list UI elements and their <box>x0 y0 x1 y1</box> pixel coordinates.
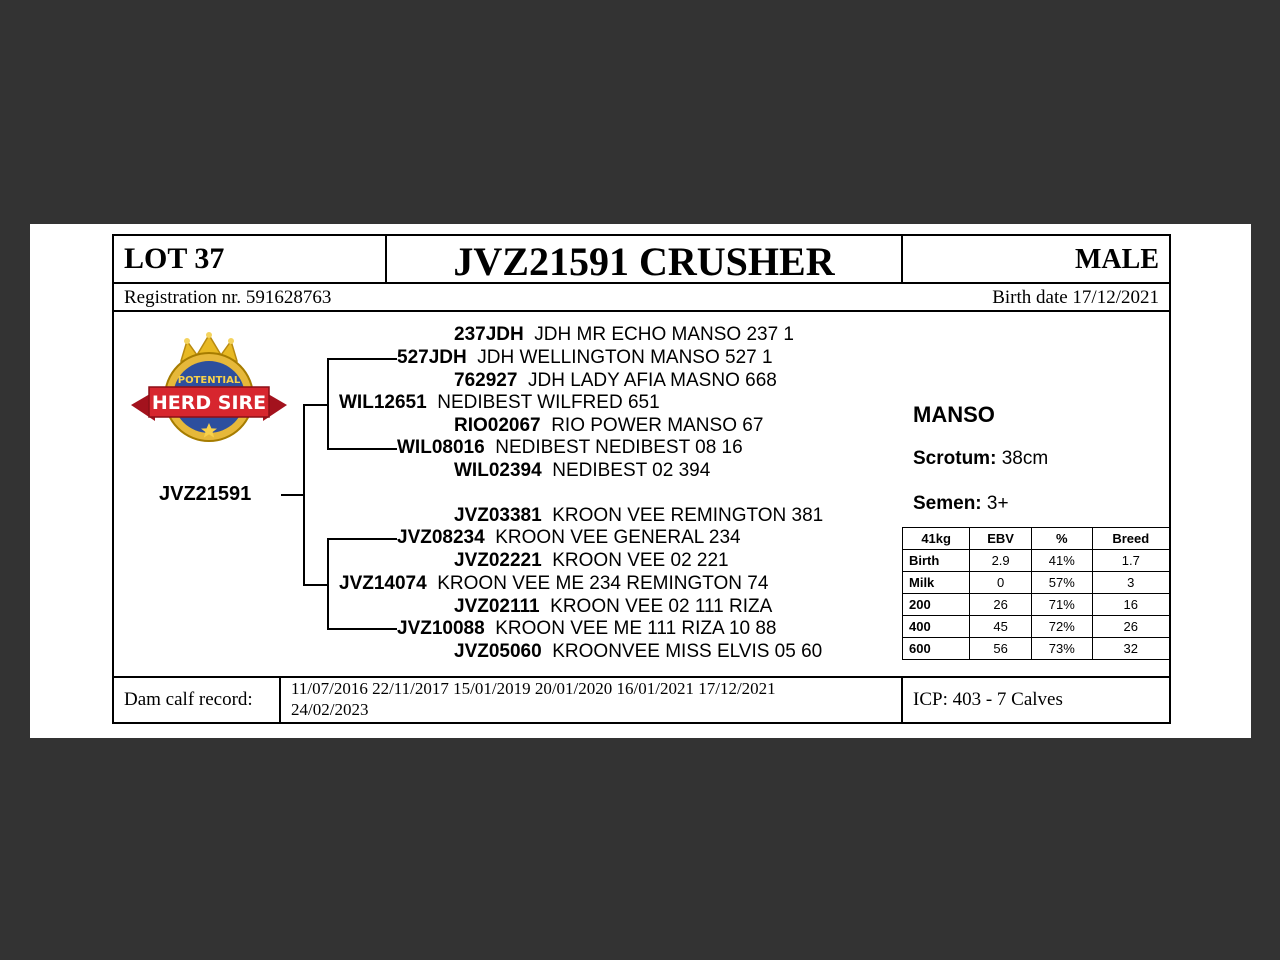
semen-info: Semen: 3+ <box>913 493 1009 514</box>
breed-name: MANSO <box>913 402 995 427</box>
ebv-cell: 45 <box>970 616 1032 638</box>
badge-top-text: POTENTIAL <box>177 375 241 386</box>
ped-dam-dam-dam: JVZ05060 KROONVEE MISS ELVIS 05 60 <box>454 641 823 662</box>
ebv-cell: 57% <box>1031 572 1092 594</box>
sire-sire-branch <box>327 358 397 360</box>
dam-calf-dates-line1: 11/07/2016 22/11/2017 15/01/2019 20/01/2020 16/01/2021 17/12/2021 <box>291 679 776 698</box>
dam-calf-label: Dam calf record: <box>124 689 253 710</box>
animal-name: JVZ21591 CRUSHER <box>453 239 835 284</box>
main-vertical <box>303 404 305 586</box>
ebv-cell: 16 <box>1092 594 1169 616</box>
ped-sire-sire-dam: 762927 JDH LADY AFIA MASNO 668 <box>454 370 777 391</box>
animal-sex: MALE <box>1075 244 1159 275</box>
icp-value: ICP: 403 - 7 Calves <box>913 689 1063 710</box>
sire-dam-branch <box>327 448 397 450</box>
registration-row <box>113 283 1170 311</box>
ped-sire-sire-sire: 237JDH JDH MR ECHO MANSO 237 1 <box>454 324 795 345</box>
ebv-row <box>903 572 1170 594</box>
sire-vertical <box>327 358 329 450</box>
birth-date: Birth date 17/12/2021 <box>992 287 1159 308</box>
subject-id: JVZ21591 <box>159 483 252 505</box>
ebv-row <box>903 638 1170 660</box>
ebv-table <box>902 527 1170 660</box>
dam-sire-branch <box>327 538 397 540</box>
ebv-cell: 56 <box>970 638 1032 660</box>
subject-connector <box>281 494 305 496</box>
lot-number: LOT 37 <box>124 242 225 275</box>
dam-dam-branch <box>327 628 397 630</box>
ebv-cell: 41% <box>1031 550 1092 572</box>
ebv-row <box>903 594 1170 616</box>
card-border <box>112 234 1171 724</box>
ebv-cell: 200 <box>903 594 970 616</box>
ebv-header-cell: % <box>1031 528 1092 550</box>
ebv-cell: 1.7 <box>1092 550 1169 572</box>
ped-sire-dam-sire: RIO02067 RIO POWER MANSO 67 <box>454 415 764 436</box>
ebv-cell: 32 <box>1092 638 1169 660</box>
ebv-cell: Milk <box>903 572 970 594</box>
ebv-cell: 73% <box>1031 638 1092 660</box>
ebv-cell: 0 <box>970 572 1032 594</box>
ebv-cell: 72% <box>1031 616 1092 638</box>
ped-sire: WIL12651 NEDIBEST WILFRED 651 <box>339 392 660 413</box>
ped-dam-sire: JVZ08234 KROON VEE GENERAL 234 <box>397 527 741 548</box>
lot-cell <box>113 235 386 283</box>
ebv-cell: 600 <box>903 638 970 660</box>
ebv-cell: 26 <box>1092 616 1169 638</box>
ebv-cell: 3 <box>1092 572 1169 594</box>
ped-sire-dam-dam: WIL02394 NEDIBEST 02 394 <box>454 460 711 481</box>
ped-dam-dam: JVZ10088 KROON VEE ME 111 RIZA 10 88 <box>397 618 777 639</box>
ebv-header-cell: EBV <box>970 528 1032 550</box>
ebv-cell: 71% <box>1031 594 1092 616</box>
ebv-row <box>903 616 1170 638</box>
dam-calf-record-cell <box>280 677 902 723</box>
icp-cell <box>902 677 1170 723</box>
ebv-cell: 26 <box>970 594 1032 616</box>
lot-card <box>30 224 1251 738</box>
dam-calf-label-cell <box>113 677 280 723</box>
ped-sire-dam: WIL08016 NEDIBEST NEDIBEST 08 16 <box>397 437 743 458</box>
sire-stub <box>303 404 327 406</box>
scrotum-info: Scrotum: 38cm <box>913 448 1049 469</box>
dam-calf-dates-line2: 24/02/2023 <box>291 700 369 719</box>
dam-stub <box>303 584 327 586</box>
ped-dam-dam-sire: JVZ02111 KROON VEE 02 111 RIZA <box>454 596 773 617</box>
ebv-cell: 2.9 <box>970 550 1032 572</box>
ped-sire-sire: 527JDH JDH WELLINGTON MANSO 527 1 <box>397 347 773 368</box>
ped-dam-sire-sire: JVZ03381 KROON VEE REMINGTON 381 <box>454 505 824 526</box>
ped-dam-sire-dam: JVZ02221 KROON VEE 02 221 <box>454 550 729 571</box>
registration-number: Registration nr. 591628763 <box>124 287 332 308</box>
ebv-row <box>903 550 1170 572</box>
herd-sire-badge <box>129 331 289 447</box>
ebv-header-row <box>903 528 1170 550</box>
ebv-header-cell: 41kg <box>903 528 970 550</box>
dam-vertical <box>327 538 329 630</box>
ebv-cell: 400 <box>903 616 970 638</box>
ebv-cell: Birth <box>903 550 970 572</box>
name-cell <box>386 235 902 283</box>
ebv-header-cell: Breed <box>1092 528 1169 550</box>
sex-cell <box>902 235 1170 283</box>
ped-dam: JVZ14074 KROON VEE ME 234 REMINGTON 74 <box>339 573 769 594</box>
badge-main-text: HERD SIRE <box>151 392 267 414</box>
